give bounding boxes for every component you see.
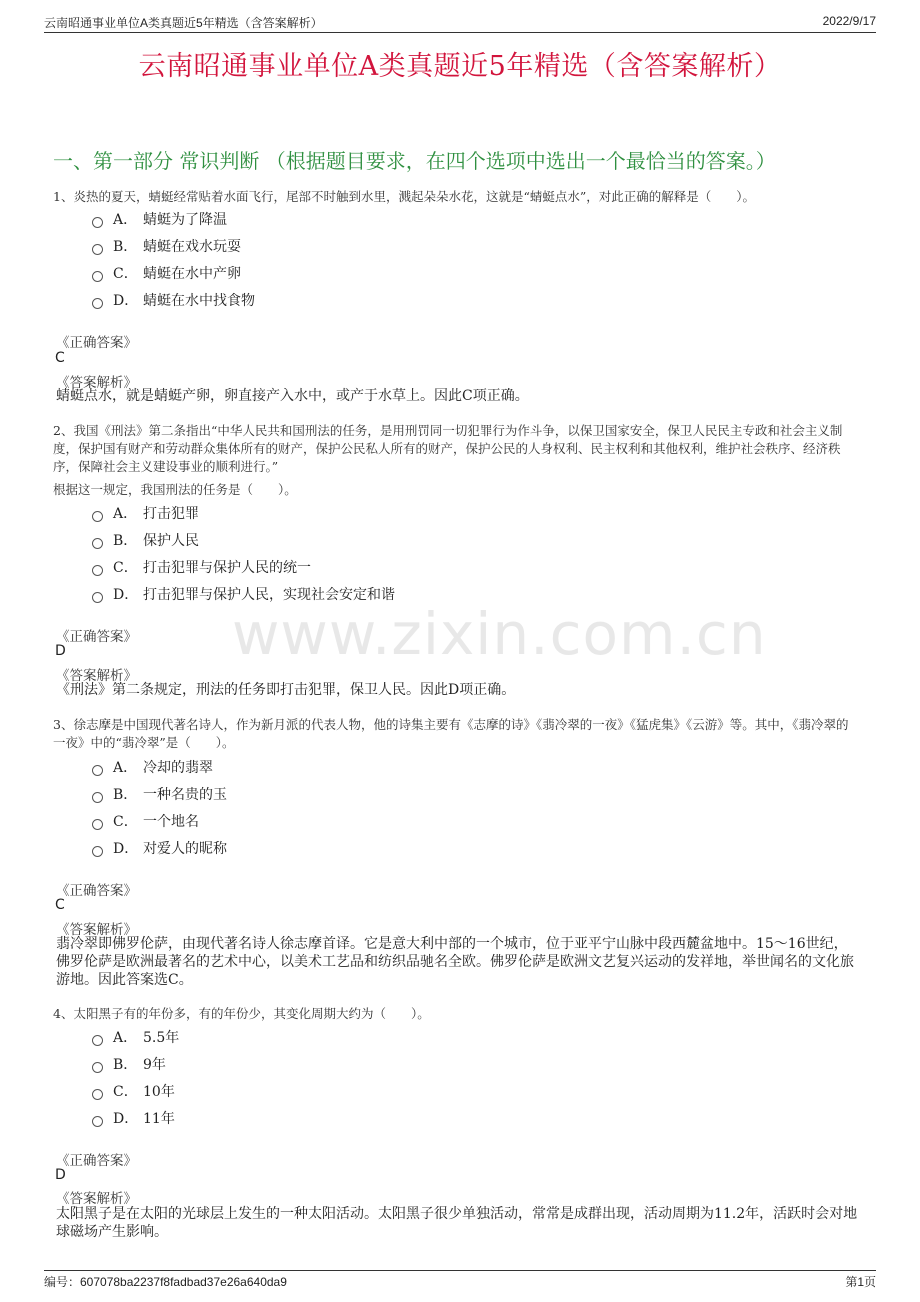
answer-value: C — [55, 350, 65, 366]
document-code: 编号：607078ba2237f8fadbad37e26a640da9 — [44, 1275, 287, 1289]
radio-icon[interactable] — [92, 1116, 103, 1127]
option-a[interactable]: A． 蜻蜓为了降温 — [92, 209, 227, 229]
option-b[interactable]: B． 9年 — [92, 1054, 166, 1074]
page-number: 第1页 — [845, 1275, 876, 1289]
radio-icon[interactable] — [92, 244, 103, 255]
radio-icon[interactable] — [92, 592, 103, 603]
option-c[interactable]: C． 打击犯罪与保护人民的统一 — [92, 557, 311, 577]
radio-icon[interactable] — [92, 511, 103, 522]
answer-label: 《正确答案》 — [56, 1153, 137, 1169]
answer-label: 《正确答案》 — [56, 335, 137, 351]
answer-value: C — [55, 897, 65, 913]
answer-value: D — [55, 643, 66, 659]
option-d[interactable]: D． 11年 — [92, 1108, 175, 1128]
answer-value: D — [55, 1167, 66, 1183]
question-stem: 2、我国《刑法》第二条指出“中华人民共和国刑法的任务，是用刑罚同一切犯罪行为作斗争，以保卫国家安全，保卫人民民主专政和社会主义制度，保护国有财产和劳动群众集体所有的财产，保护公民私人所有的财产，保护公民的人身权利、民主权利和其他权利，维护社会秩序、经济秩序，保障社会主义建设事业的顺利进行。” — [53, 423, 843, 474]
analysis-label: 《答案解析》 — [56, 375, 137, 391]
radio-icon[interactable] — [92, 1089, 103, 1100]
analysis-text: 《刑法》第二条规定，刑法的任务即打击犯罪，保卫人民。因此D项正确。 — [56, 682, 516, 698]
radio-icon[interactable] — [92, 217, 103, 228]
question-stem: 4、太阳黑子有的年份多，有的年份少，其变化周期大约为（ ）。 — [53, 1006, 430, 1021]
radio-icon[interactable] — [92, 271, 103, 282]
radio-icon[interactable] — [92, 298, 103, 309]
question-stem: 3、徐志摩是中国现代著名诗人，作为新月派的代表人物，他的诗集主要有《志摩的诗》《翡冷翠的一夜》《猛虎集》《云游》等。其中，《翡冷翠的一夜》中的“翡冷翠”是（ ）。 — [53, 717, 849, 750]
analysis-label: 《答案解析》 — [56, 668, 137, 684]
analysis-label: 《答案解析》 — [56, 1191, 137, 1207]
radio-icon[interactable] — [92, 846, 103, 857]
option-b[interactable]: B． 一种名贵的玉 — [92, 784, 227, 804]
option-c[interactable]: C． 10年 — [92, 1081, 175, 1101]
radio-icon[interactable] — [92, 538, 103, 549]
radio-icon[interactable] — [92, 819, 103, 830]
analysis-label: 《答案解析》 — [56, 922, 137, 938]
question-stem-continued: 根据这一规定，我国刑法的任务是（ ）。 — [53, 482, 297, 497]
radio-icon[interactable] — [92, 1035, 103, 1046]
analysis-text: 蜻蜓点水，就是蜻蜓产卵，卵直接产入水中，或产于水草上。因此C项正确。 — [56, 388, 529, 404]
watermark-text: www.zixin.com.cn — [232, 600, 767, 668]
option-c[interactable]: C． 蜻蜓在水中产卵 — [92, 263, 241, 283]
radio-icon[interactable] — [92, 565, 103, 576]
analysis-text: 太阳黑子是在太阳的光球层上发生的一种太阳活动。太阳黑子很少单独活动，常常是成群出现，活动周期为11.2年，活跃时会对地球磁场产生影响。 — [56, 1206, 858, 1240]
answer-label: 《正确答案》 — [56, 629, 137, 645]
answer-label: 《正确答案》 — [56, 883, 137, 899]
header-date: 2022/9/17 — [822, 14, 876, 28]
analysis-text: 翡冷翠即佛罗伦萨，由现代著名诗人徐志摩首译。它是意大利中部的一个城市，位于亚平宁山脉中段西麓盆地中。15～16世纪，佛罗伦萨是欧洲最著名的艺术中心，以美术工艺品和纺织品驰名全欧。佛罗伦萨是欧洲文艺复兴运动的发祥地，举世闻名的文化旅游地。因此答案选C。 — [56, 936, 854, 988]
header-doc-title: 云南昭通事业单位A类真题近5年精选（含答案解析） — [44, 16, 323, 30]
radio-icon[interactable] — [92, 1062, 103, 1073]
option-d[interactable]: D． 打击犯罪与保护人民，实现社会安定和谐 — [92, 584, 395, 604]
option-d[interactable]: D． 蜻蜓在水中找食物 — [92, 290, 255, 310]
page-header — [44, 12, 876, 33]
page-footer — [44, 1270, 876, 1289]
option-b[interactable]: B． 保护人民 — [92, 530, 199, 550]
option-d[interactable]: D． 对爱人的昵称 — [92, 838, 227, 858]
option-a[interactable]: A． 冷却的翡翠 — [92, 757, 213, 777]
option-b[interactable]: B． 蜻蜓在戏水玩耍 — [92, 236, 241, 256]
question-stem: 1、炎热的夏天，蜻蜓经常贴着水面飞行，尾部不时触到水里，溅起朵朵水花，这就是“蜻蜓点水”，对此正确的解释是（ ）。 — [53, 189, 755, 204]
section-heading: 一、第一部分 常识判断 （根据题目要求，在四个选项中选出一个最恰当的答案。） — [53, 149, 776, 173]
option-a[interactable]: A． 打击犯罪 — [92, 503, 199, 523]
option-c[interactable]: C． 一个地名 — [92, 811, 199, 831]
option-a[interactable]: A． 5.5年 — [92, 1027, 179, 1047]
document-title: 云南昭通事业单位A类真题近5年精选（含答案解析） — [138, 51, 782, 82]
radio-icon[interactable] — [92, 765, 103, 776]
radio-icon[interactable] — [92, 792, 103, 803]
